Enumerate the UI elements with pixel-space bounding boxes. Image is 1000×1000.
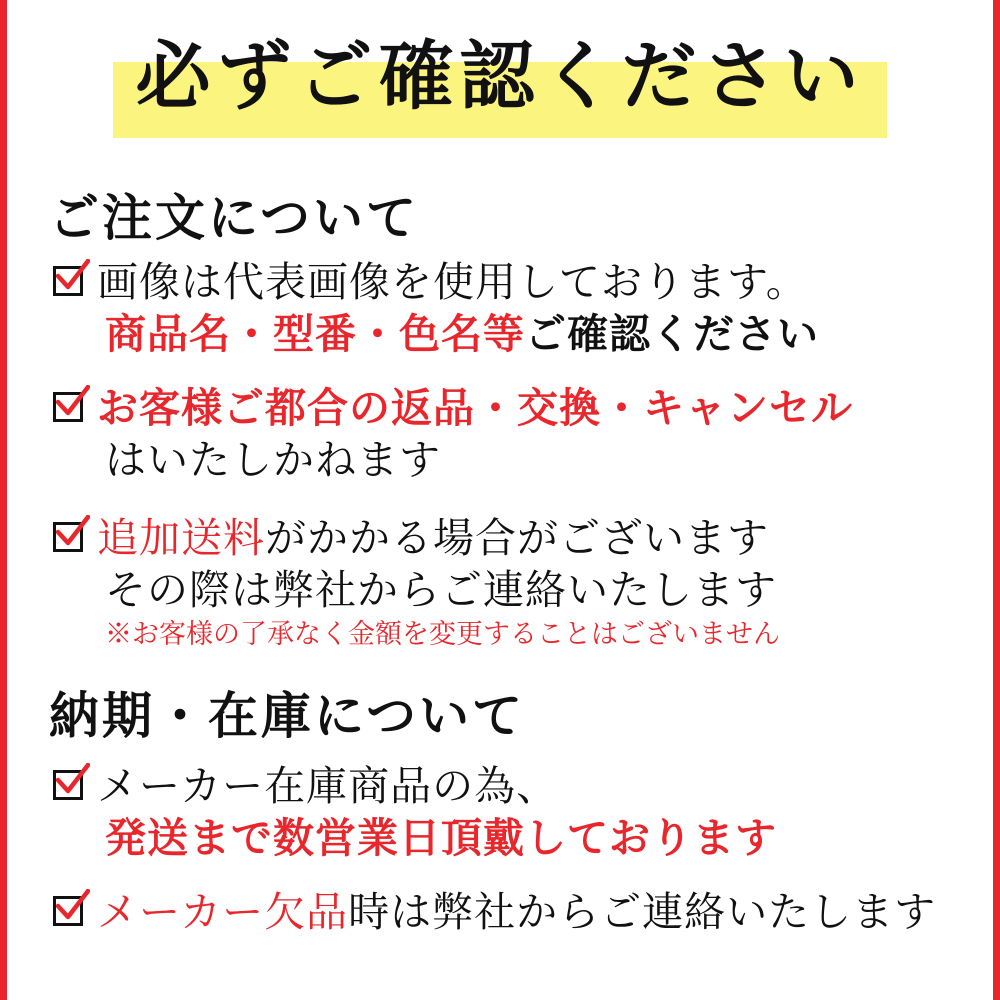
item-line: 画像は代表画像を使用しております。 (97, 259, 808, 305)
item-line-black: がかかる場合がございます (265, 515, 769, 561)
checkbox-checked-icon (51, 766, 91, 806)
page-title-text: 必ずご確認ください (135, 36, 865, 119)
checkbox-checked-icon (51, 388, 91, 428)
checkbox-checked-icon (51, 262, 91, 302)
item-line-black: ご確認ください (525, 311, 819, 358)
item-line: はいたしかねます (105, 437, 441, 484)
list-item (51, 886, 951, 938)
list-item (51, 382, 951, 487)
item-line: メーカー在庫商品の為、 (97, 763, 559, 809)
item-note: ※お客様の了承なく金額を変更することはございません (105, 618, 780, 649)
page-title (113, 34, 886, 125)
item-line: その際は弊社からご連絡いたします (105, 567, 777, 614)
item-line (97, 512, 951, 564)
checkbox-checked-icon (51, 518, 91, 558)
section-heading-order: ご注文について (49, 190, 419, 246)
item-line: お客様ご都合の返品・交換・キャンセル (97, 385, 853, 431)
item-line-red: メーカー欠品 (97, 889, 349, 935)
item-line (97, 308, 951, 360)
section-heading-stock: 納期・在庫について (49, 688, 525, 744)
item-line: 発送まで数営業日頂戴しております (105, 815, 777, 862)
list-item (51, 512, 951, 652)
list-item (51, 760, 951, 865)
item-line-red: 追加送料 (97, 515, 265, 561)
item-line (97, 886, 951, 938)
list-item (51, 256, 951, 361)
item-line-black: 時は弊社からご連絡いたします (348, 889, 937, 935)
notice-content (7, 0, 993, 1000)
page-title-wrap (7, 34, 993, 125)
item-line-red: 商品名・型番・色名等 (105, 311, 525, 358)
checkbox-checked-icon (51, 892, 91, 932)
